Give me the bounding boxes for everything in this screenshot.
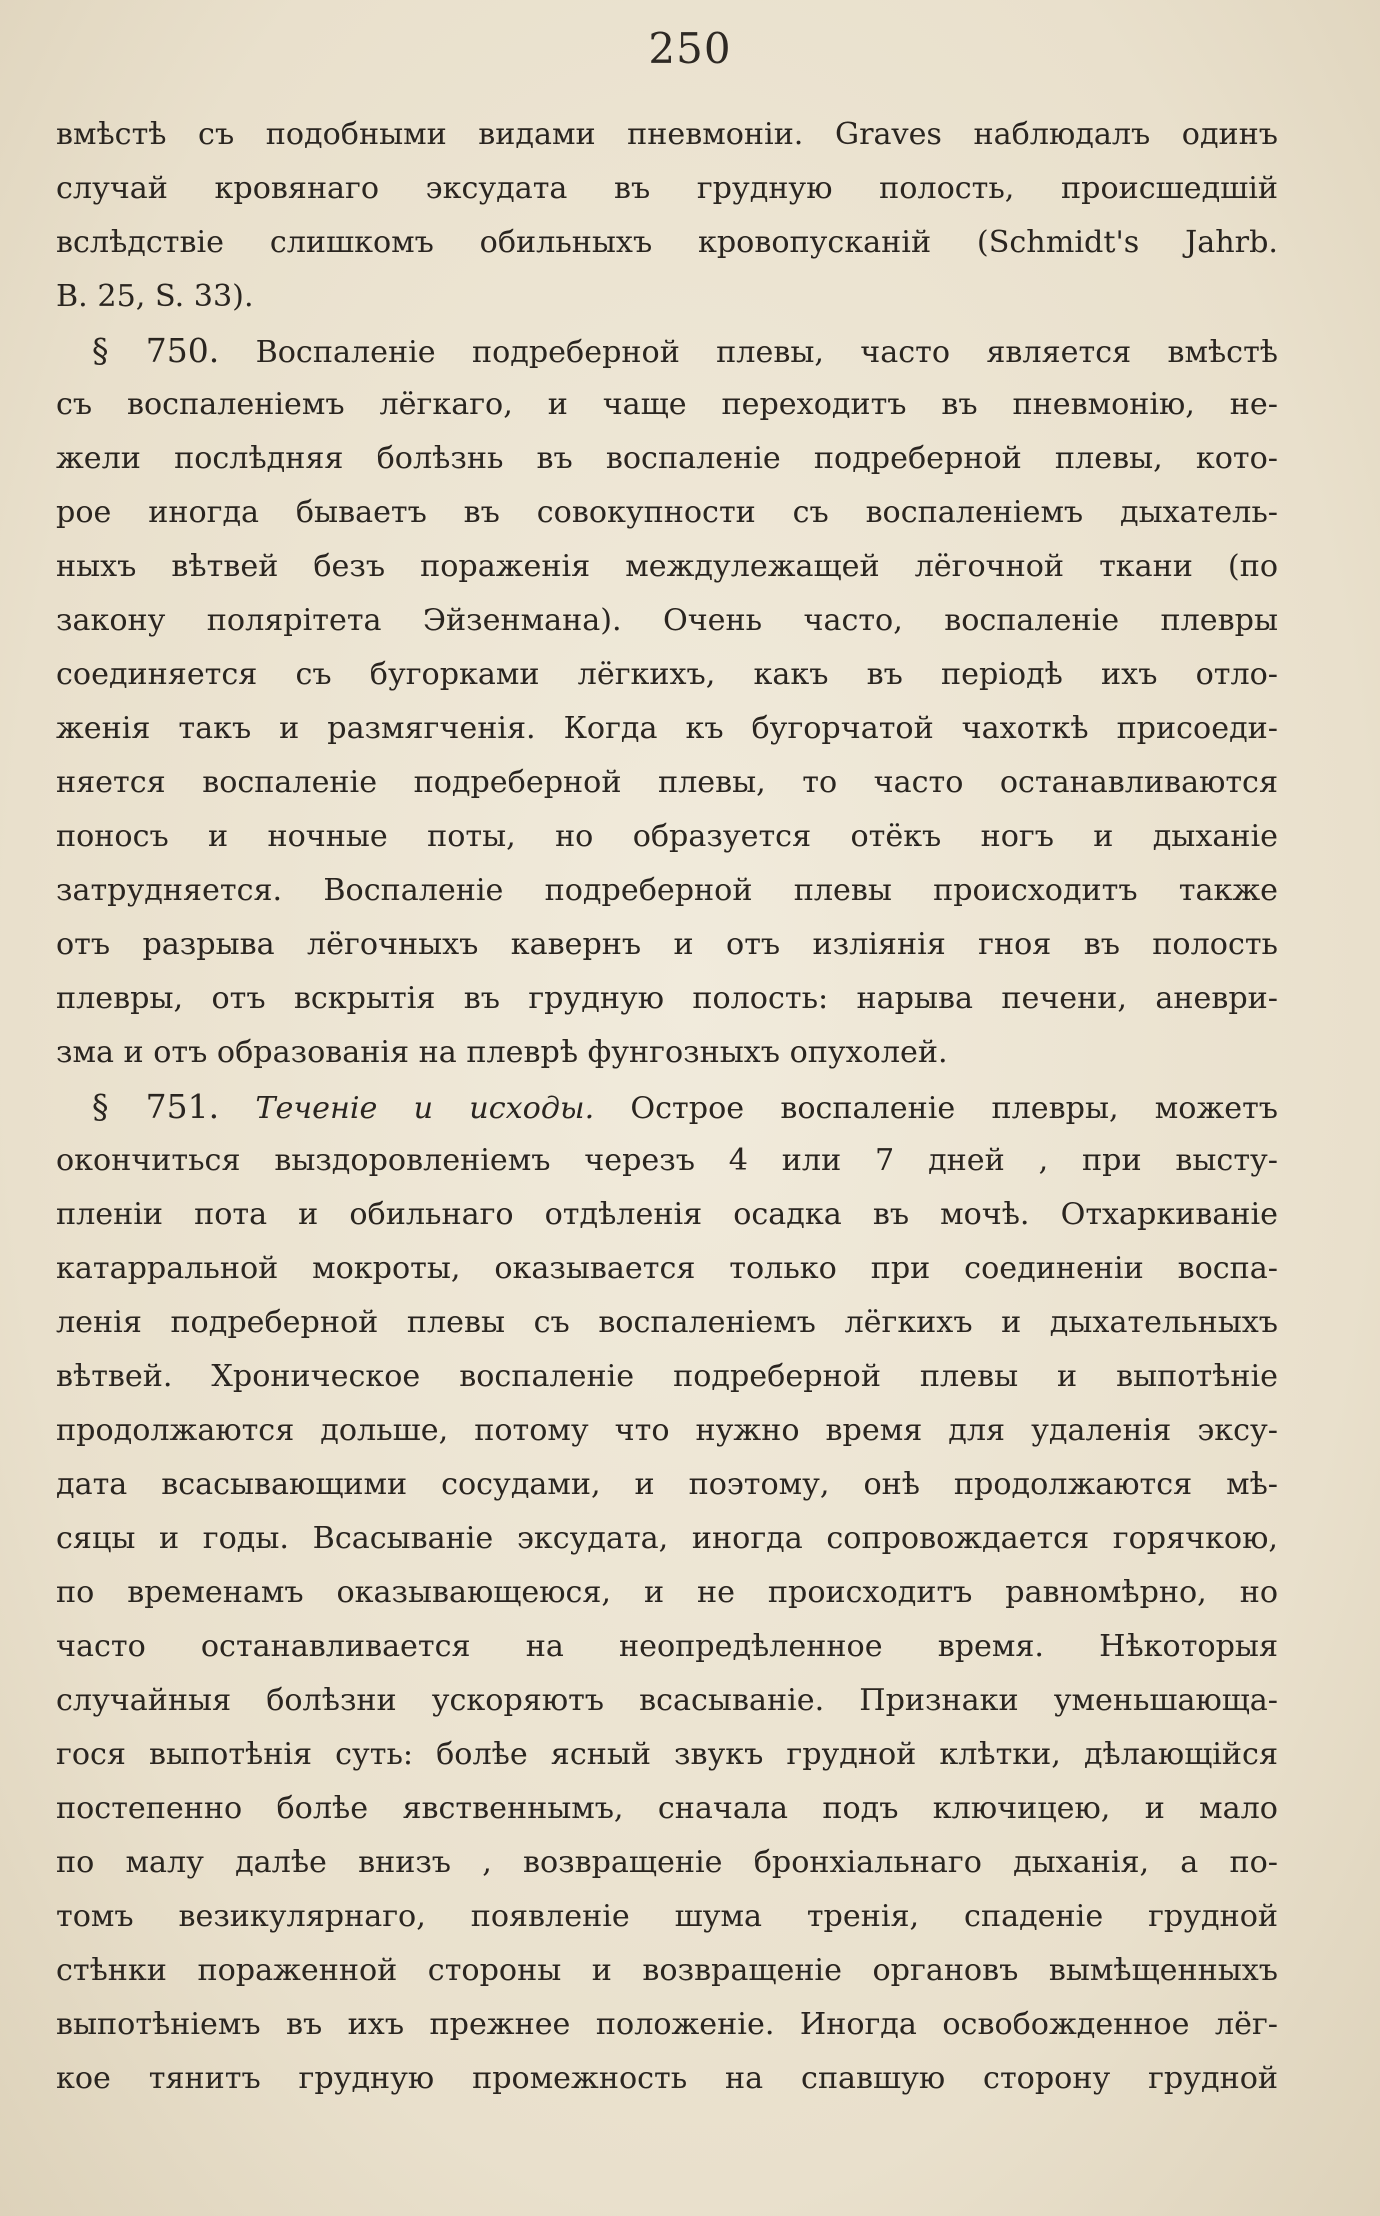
text-line: отъ разрыва лёгочныхъ кавернъ и отъ изліянія гноя въ полость bbox=[56, 927, 1278, 962]
text-line: кое тянитъ грудную промежность на спавшую сторону грудной bbox=[56, 2061, 1278, 2096]
text-line: вмѣстѣ съ подобными видами пневмоніи. Graves наблюдалъ одинъ bbox=[56, 117, 1278, 152]
section-number: § 750. bbox=[92, 331, 220, 370]
section-title: Теченіе и исходы. bbox=[219, 1091, 595, 1126]
text-line: случайныя болѣзни ускоряютъ всасываніе. Признаки уменьшающа- bbox=[56, 1683, 1278, 1718]
paragraph-750-first-line: § 750. Воспаленіе подреберной плевы, часто является вмѣстѣ bbox=[92, 331, 1278, 370]
paragraph-751-first-line: § 751. Теченіе и исходы. Острое воспаленіе плевры, можетъ bbox=[92, 1087, 1278, 1126]
text-line: съ воспаленіемъ лёгкаго, и чаще переходитъ въ пневмонію, не- bbox=[56, 387, 1278, 422]
text-line: B. 25, S. 33). bbox=[56, 279, 254, 314]
body-text bbox=[56, 108, 1278, 2106]
text-line: няется воспаленіе подреберной плевы, то часто останавливаются bbox=[56, 765, 1278, 800]
text-line: томъ везикулярнаго, появленіе шума тренія, спаденіе грудной bbox=[56, 1899, 1278, 1934]
text-line: женія такъ и размягченія. Когда къ бугорчатой чахоткѣ присоеди- bbox=[56, 711, 1278, 746]
text-line: пленіи пота и обильнаго отдѣленія осадка въ мочѣ. Отхаркиваніе bbox=[56, 1197, 1278, 1232]
text-line: зма и отъ образованія на плеврѣ фунгозныхъ опухолей. bbox=[56, 1035, 948, 1070]
text-line: выпотѣніемъ въ ихъ прежнее положеніе. Иногда освобожденное лёг- bbox=[56, 2007, 1278, 2042]
text-line: стѣнки пораженной стороны и возвращеніе органовъ вымѣщенныхъ bbox=[56, 1953, 1278, 1988]
text-line: гося выпотѣнія суть: болѣе ясный звукъ грудной клѣтки, дѣлающійся bbox=[56, 1737, 1278, 1772]
text-line: закону полярітета Эйзенмана). Очень часто, воспаленіе плевры bbox=[56, 603, 1278, 638]
text-line: катарральной мокроты, оказывается только при соединеніи воспа- bbox=[56, 1251, 1278, 1286]
text-line: поносъ и ночные поты, но образуется отёкъ ногъ и дыханіе bbox=[56, 819, 1278, 854]
text-line: по временамъ оказывающеюся, и не происходитъ равномѣрно, но bbox=[56, 1575, 1278, 1610]
text-line: постепенно болѣе явственнымъ, сначала подъ ключицею, и мало bbox=[56, 1791, 1278, 1826]
section-number: § 751. bbox=[92, 1087, 220, 1126]
text-line: жели послѣдняя болѣзнь въ воспаленіе подреберной плевы, кото- bbox=[56, 441, 1278, 476]
text-line: рое иногда бываетъ въ совокупности съ воспаленіемъ дыхатель- bbox=[56, 495, 1278, 530]
page-number: 250 bbox=[648, 24, 732, 73]
text-line: продолжаются дольше, потому что нужно время для удаленія эксу- bbox=[56, 1413, 1278, 1448]
text-line: сяцы и годы. Всасываніе эксудата, иногда сопровождается горячкою, bbox=[56, 1521, 1278, 1556]
text-line: вѣтвей. Хроническое воспаленіе подреберной плевы и выпотѣніе bbox=[56, 1359, 1278, 1394]
text-line: случай кровянаго эксудата въ грудную полость, происшедшій bbox=[56, 171, 1278, 206]
text-line: затрудняется. Воспаленіе подреберной плевы происходитъ также bbox=[56, 873, 1278, 908]
text-line: ныхъ вѣтвей безъ пораженія междулежащей лёгочной ткани (по bbox=[56, 549, 1278, 584]
text-line: соединяется съ бугорками лёгкихъ, какъ въ періодѣ ихъ отло- bbox=[56, 657, 1278, 692]
text-line: дата всасывающими сосудами, и поэтому, онѣ продолжаются мѣ- bbox=[56, 1467, 1278, 1502]
text-line: ленія подреберной плевы съ воспаленіемъ лёгкихъ и дыхательныхъ bbox=[56, 1305, 1278, 1340]
text-line: вслѣдствіе слишкомъ обильныхъ кровопусканій (Schmidt's Jahrb. bbox=[56, 225, 1278, 260]
text-line: по малу далѣе внизъ , возвращеніе бронхіальнаго дыханія, а по- bbox=[56, 1845, 1278, 1880]
text-line: окончиться выздоровленіемъ черезъ 4 или 7 дней , при высту- bbox=[56, 1143, 1278, 1178]
text-line: плевры, отъ вскрытія въ грудную полость: нарыва печени, аневри- bbox=[56, 981, 1278, 1016]
text-line: часто останавливается на неопредѣленное время. Нѣкоторыя bbox=[56, 1629, 1278, 1664]
